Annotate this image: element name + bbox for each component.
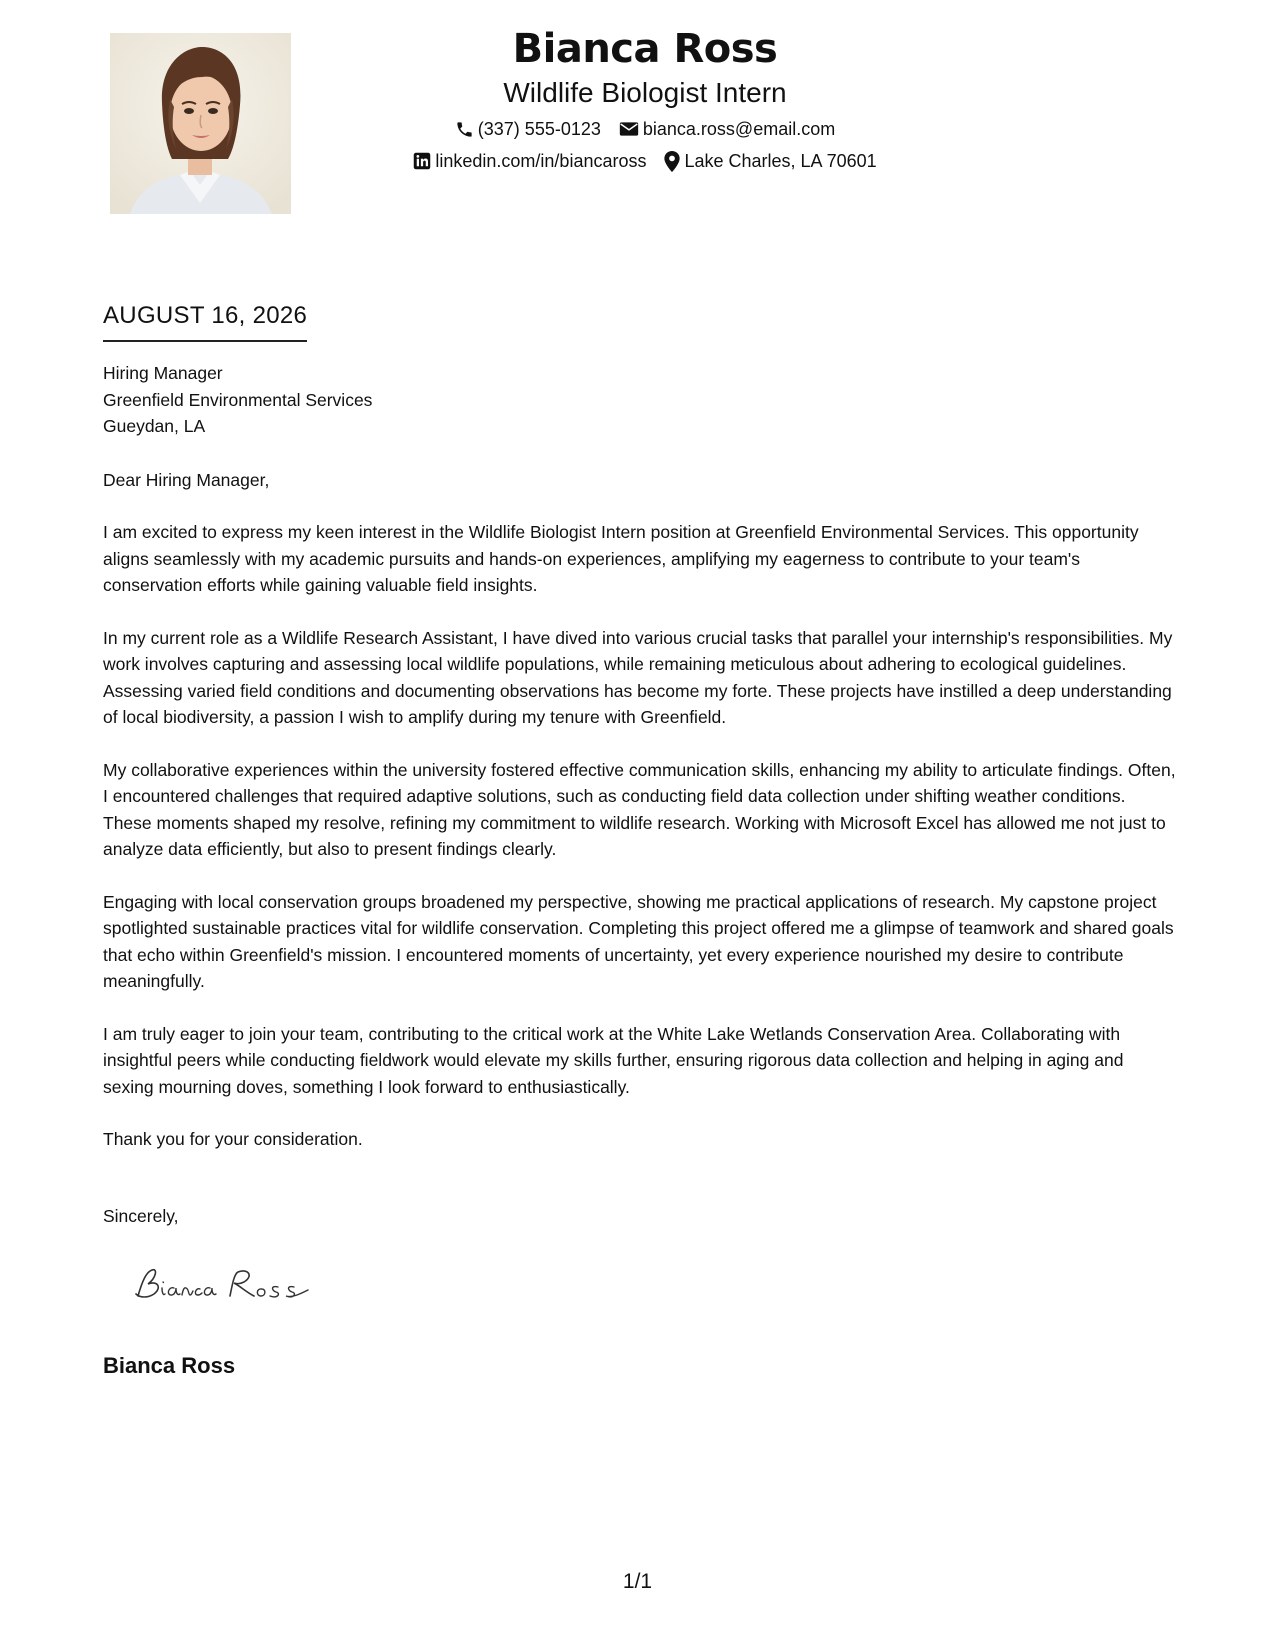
applicant-role: Wildlife Biologist Intern	[503, 77, 787, 108]
contact-row-primary	[300, 118, 990, 140]
linkedin-icon	[413, 152, 431, 170]
body-paragraph: I am excited to express my keen interest in the Wildlife Biologist Intern position at Greenfield Environmental Services. This opportunity aligns seamlessly with my academic pursuits and hands-on experiences, amplifying my eagerness to contribute to your team's conservation efforts while gaining valuable field insights.	[103, 522, 1139, 595]
body-paragraph: My collaborative experiences within the university fostered effective communication skills, enhancing my ability to articulate findings. Often, I encountered challenges that required adaptive solutions, such as conducting field data collection under shifting weather conditions. These moments shaped my resolve, refining my commitment to wildlife research. Working with Microsoft Excel has allowed me not just to analyze data efficiently, but also to present findings clearly.	[103, 759, 1176, 859]
email-contact[interactable]	[619, 118, 835, 140]
applicant-name: Bianca Ross	[512, 26, 778, 72]
recipient-block	[103, 360, 1178, 440]
phone-text: (337) 555-0123	[477, 119, 601, 139]
profile-photo	[110, 33, 291, 214]
phone-contact	[455, 118, 601, 140]
letter-header	[300, 22, 990, 172]
recipient-company: Greenfield Environmental Services	[103, 389, 373, 410]
phone-icon	[455, 120, 474, 139]
letter-date: AUGUST 16, 2026	[103, 300, 307, 342]
salutation: Dear Hiring Manager,	[103, 469, 270, 490]
letter-body	[103, 360, 1178, 1229]
email-text[interactable]: bianca.ross@email.com	[642, 119, 836, 139]
recipient-location: Gueydan, LA	[103, 416, 206, 436]
body-paragraph: Engaging with local conservation groups broadened my perspective, showing me practical applications of research. My capstone project spotlighted sustainable practices vital for wildlife conservation. Completing this project offered me a glimpse of teamwork and shared goals that echo within Greenfield's mission. I encountered moments of uncertainty, yet every experience nourished my desire to contribute meaningfully.	[103, 891, 1174, 991]
body-paragraph: In my current role as a Wildlife Research Assistant, I have dived into various crucial tasks that parallel your internship's responsibilities. My work involves capturing and assessing local wildlife populations, while remaining meticulous about adhering to ecological guidelines. Assessing varied field conditions and documenting observations has become my forte. These projects have instilled a deep understanding of local biodiversity, a passion I wish to amplify during my tenure with Greenfield.	[103, 627, 1173, 727]
page-number: 1/1	[622, 1570, 653, 1593]
map-pin-icon	[664, 151, 680, 172]
linkedin-text[interactable]: linkedin.com/in/biancaross	[435, 151, 647, 171]
recipient-title: Hiring Manager	[103, 363, 223, 383]
contact-row-secondary	[300, 150, 990, 172]
linkedin-contact[interactable]	[413, 150, 646, 172]
location-text: Lake Charles, LA 70601	[684, 151, 877, 171]
thanks-line: Thank you for your consideration.	[103, 1129, 363, 1149]
envelope-icon	[619, 121, 639, 137]
signature-image	[132, 1262, 322, 1312]
closing: Sincerely,	[103, 1205, 179, 1226]
body-paragraph: I am truly eager to join your team, contributing to the critical work at the White Lake Wetlands Conservation Area. Collaborating with insightful peers while conducting fieldwork would elevate my skills further, ensuring rigorous data collection and helping in aging and sexing mourning doves, something I look forward to enthusiastically.	[103, 1023, 1124, 1097]
location-contact	[664, 150, 876, 172]
signer-name: Bianca Ross	[103, 1353, 236, 1378]
